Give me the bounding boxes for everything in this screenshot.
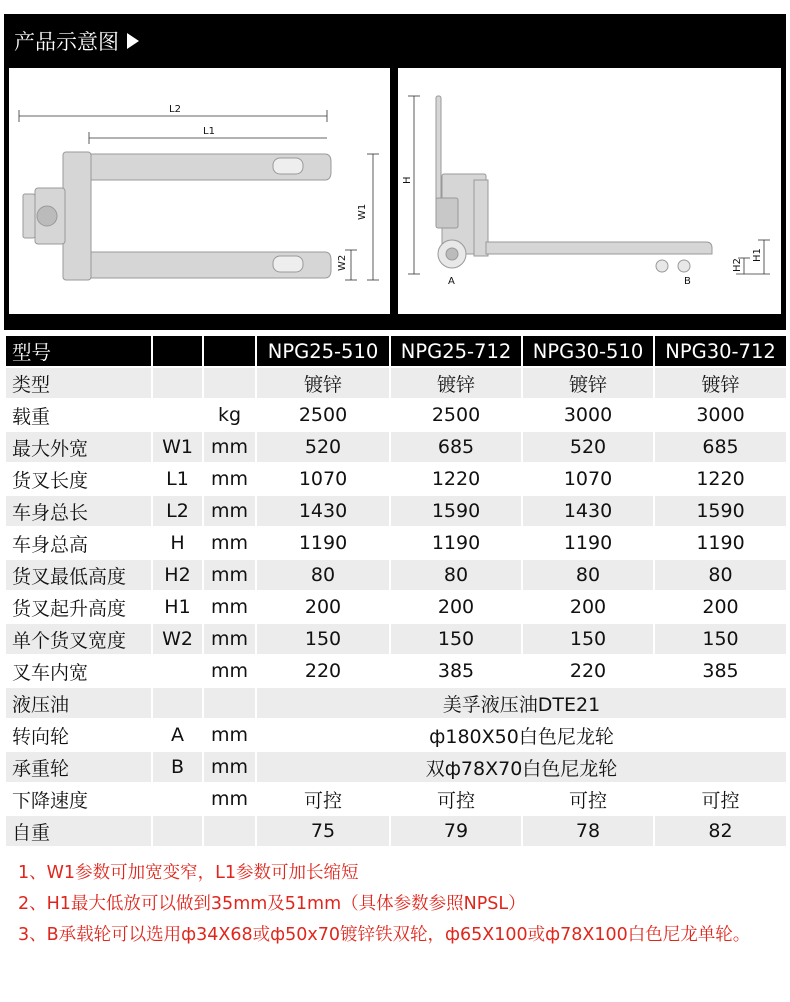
- row-label: 转向轮: [5, 719, 152, 751]
- top-view-diagram: [9, 68, 390, 314]
- column-header: NPG30-510: [522, 335, 654, 367]
- row-unit: mm: [203, 751, 256, 783]
- cell-value: 220: [522, 655, 654, 687]
- row-symbol: L1: [152, 463, 203, 495]
- cell-value: 80: [256, 559, 390, 591]
- cell-value: 79: [390, 815, 522, 847]
- cell-value: 385: [654, 655, 787, 687]
- table-row: [5, 591, 787, 623]
- cell-value: 3000: [654, 399, 787, 431]
- w1-label: W1: [357, 203, 368, 220]
- row-symbol: H2: [152, 559, 203, 591]
- row-symbol: [152, 655, 203, 687]
- note-item: 1、W1参数可加宽变窄，L1参数可加长缩短: [18, 863, 359, 883]
- play-arrow-icon: [127, 33, 139, 49]
- cell-value: 78: [522, 815, 654, 847]
- row-symbol: [152, 687, 203, 719]
- table-row: [5, 399, 787, 431]
- cell-value: 镀锌: [654, 367, 787, 399]
- l1-label: L1: [203, 126, 215, 137]
- row-symbol: [152, 783, 203, 815]
- column-header: NPG25-510: [256, 335, 390, 367]
- table-row: [5, 783, 787, 815]
- row-symbol: [152, 815, 203, 847]
- b-label: B: [684, 276, 691, 287]
- spec-table: [4, 334, 788, 848]
- row-label: 货叉起升高度: [5, 591, 152, 623]
- row-unit: mm: [203, 623, 256, 655]
- row-symbol: B: [152, 751, 203, 783]
- section-title: [14, 26, 139, 56]
- row-label: 叉车内宽: [5, 655, 152, 687]
- row-unit: mm: [203, 463, 256, 495]
- row-unit: mm: [203, 431, 256, 463]
- cell-value: 镀锌: [390, 367, 522, 399]
- row-symbol: W1: [152, 431, 203, 463]
- row-unit: mm: [203, 495, 256, 527]
- row-unit: mm: [203, 559, 256, 591]
- side-view-diagram: [398, 68, 781, 314]
- cell-value: 1430: [522, 495, 654, 527]
- cell-value: 75: [256, 815, 390, 847]
- cell-merged-value: 美孚液压油DTE21: [256, 687, 787, 719]
- h2-label: H2: [732, 258, 743, 272]
- column-header: 型号: [5, 335, 152, 367]
- row-unit: mm: [203, 527, 256, 559]
- cell-value: 685: [390, 431, 522, 463]
- row-symbol: [152, 367, 203, 399]
- cell-value: 150: [522, 623, 654, 655]
- notes-section: [18, 858, 778, 951]
- top-view-svg: [9, 68, 390, 314]
- cell-value: 1220: [654, 463, 787, 495]
- row-label: 单个货叉宽度: [5, 623, 152, 655]
- row-unit: mm: [203, 591, 256, 623]
- row-symbol: H: [152, 527, 203, 559]
- w2-label: W2: [337, 254, 348, 271]
- side-view-svg: [398, 68, 781, 314]
- a-label: A: [448, 276, 455, 287]
- cell-value: 镀锌: [522, 367, 654, 399]
- cell-value: 1590: [390, 495, 522, 527]
- column-header: NPG25-712: [390, 335, 522, 367]
- cell-value: 80: [654, 559, 787, 591]
- row-symbol: A: [152, 719, 203, 751]
- cell-value: 220: [256, 655, 390, 687]
- cell-value: 200: [390, 591, 522, 623]
- table-row: [5, 751, 787, 783]
- row-unit: [203, 687, 256, 719]
- note-item: 3、B承载轮可以选用ф34X68或ф50x70镀锌铁双轮，ф65X100或ф78X100白色尼龙单轮。: [18, 925, 751, 945]
- cell-value: 200: [522, 591, 654, 623]
- row-label: 下降速度: [5, 783, 152, 815]
- cell-value: 1190: [256, 527, 390, 559]
- h-label: H: [402, 176, 413, 184]
- cell-value: 可控: [256, 783, 390, 815]
- table-row: [5, 495, 787, 527]
- cell-value: 1070: [256, 463, 390, 495]
- row-label: 载重: [5, 399, 152, 431]
- cell-value: 可控: [390, 783, 522, 815]
- table-row: [5, 719, 787, 751]
- table-row: [5, 431, 787, 463]
- cell-value: 3000: [522, 399, 654, 431]
- cell-value: 1430: [256, 495, 390, 527]
- cell-value: 2500: [390, 399, 522, 431]
- cell-value: 可控: [522, 783, 654, 815]
- row-label: 最大外宽: [5, 431, 152, 463]
- cell-value: 1590: [654, 495, 787, 527]
- row-label: 承重轮: [5, 751, 152, 783]
- cell-value: 1190: [390, 527, 522, 559]
- row-unit: mm: [203, 719, 256, 751]
- cell-value: 685: [654, 431, 787, 463]
- cell-value: 520: [522, 431, 654, 463]
- column-header: [152, 335, 203, 367]
- row-label: 车身总长: [5, 495, 152, 527]
- row-label: 类型: [5, 367, 152, 399]
- row-symbol: [152, 399, 203, 431]
- table-row: [5, 367, 787, 399]
- cell-value: 150: [256, 623, 390, 655]
- table-row: [5, 815, 787, 847]
- row-label: 车身总高: [5, 527, 152, 559]
- cell-value: 82: [654, 815, 787, 847]
- cell-value: 150: [654, 623, 787, 655]
- cell-merged-value: 双ф78X70白色尼龙轮: [256, 751, 787, 783]
- note-item: 2、H1最大低放可以做到35mm及51mm（具体参数参照NPSL）: [18, 894, 526, 914]
- cell-value: 200: [654, 591, 787, 623]
- table-row: [5, 623, 787, 655]
- h1-label: H1: [752, 248, 763, 262]
- cell-value: 80: [522, 559, 654, 591]
- table-row: [5, 687, 787, 719]
- section-title-text: 产品示意图: [14, 30, 119, 54]
- table-row: [5, 527, 787, 559]
- row-label: 货叉最低高度: [5, 559, 152, 591]
- cell-value: 镀锌: [256, 367, 390, 399]
- cell-merged-value: ф180X50白色尼龙轮: [256, 719, 787, 751]
- row-unit: [203, 815, 256, 847]
- cell-value: 520: [256, 431, 390, 463]
- row-unit: [203, 367, 256, 399]
- cell-value: 1190: [654, 527, 787, 559]
- cell-value: 385: [390, 655, 522, 687]
- row-label: 货叉长度: [5, 463, 152, 495]
- row-unit: mm: [203, 783, 256, 815]
- cell-value: 可控: [654, 783, 787, 815]
- table-header-row: [5, 335, 787, 367]
- cell-value: 1220: [390, 463, 522, 495]
- column-header: NPG30-712: [654, 335, 787, 367]
- cell-value: 1190: [522, 527, 654, 559]
- cell-value: 2500: [256, 399, 390, 431]
- row-unit: mm: [203, 655, 256, 687]
- l2-label: L2: [169, 104, 181, 115]
- table-row: [5, 655, 787, 687]
- row-unit: kg: [203, 399, 256, 431]
- cell-value: 80: [390, 559, 522, 591]
- row-symbol: L2: [152, 495, 203, 527]
- row-symbol: H1: [152, 591, 203, 623]
- cell-value: 150: [390, 623, 522, 655]
- cell-value: 200: [256, 591, 390, 623]
- cell-value: 1070: [522, 463, 654, 495]
- row-symbol: W2: [152, 623, 203, 655]
- row-label: 液压油: [5, 687, 152, 719]
- row-label: 自重: [5, 815, 152, 847]
- column-header: [203, 335, 256, 367]
- table-row: [5, 559, 787, 591]
- table-row: [5, 463, 787, 495]
